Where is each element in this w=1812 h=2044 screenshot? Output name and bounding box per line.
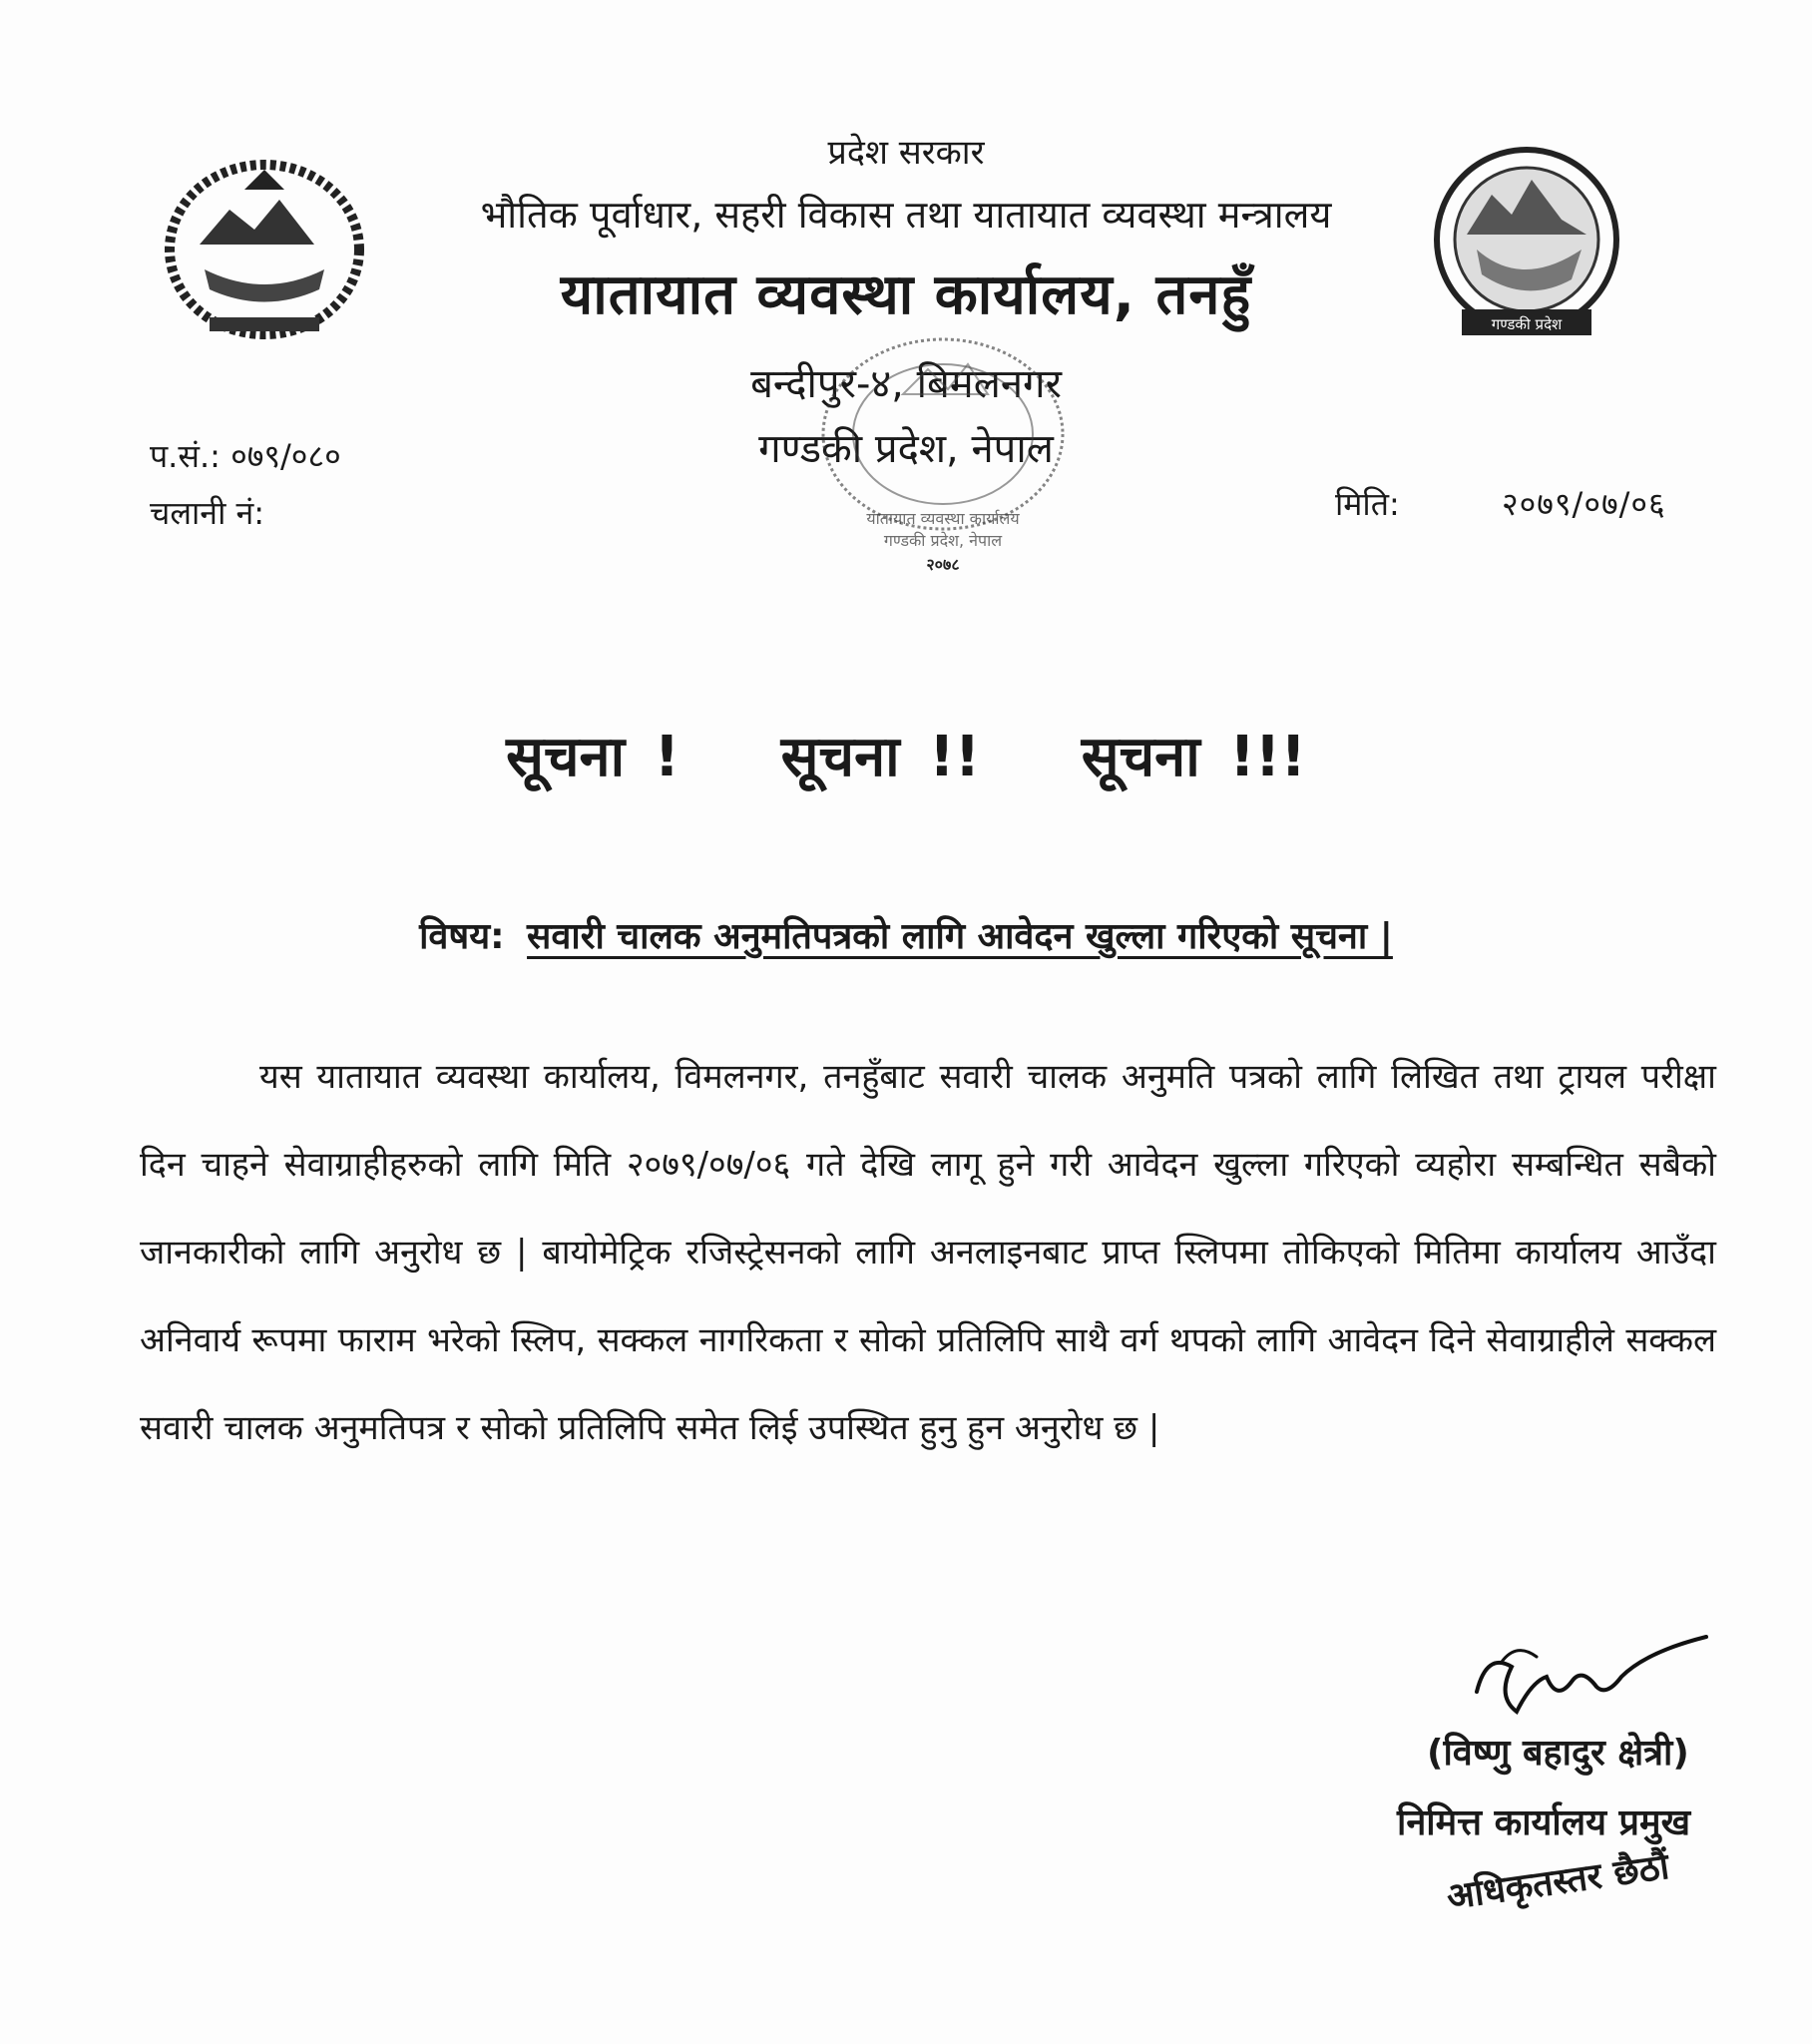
office-stamp-icon xyxy=(763,324,1123,584)
dispatch-number: चलानी नं: xyxy=(150,494,265,532)
reference-number: प.सं.: ०७९/०८० xyxy=(150,437,341,475)
notice-title-2: सूचना !! xyxy=(780,725,981,789)
signatory-name: (विष्णु बहादुर क्षेत्री) xyxy=(1427,1733,1689,1774)
address-line-2: गण्डकी प्रदेश, नेपाल xyxy=(758,426,1054,472)
stamp-text-1: यातायात व्यवस्था कार्यालय xyxy=(866,509,1020,528)
date-label: मिति: xyxy=(1335,485,1400,523)
notice-body: यस यातायात व्यवस्था कार्यालय, विमलनगर, तनहुँबाट सवारी चालक अनुमति पत्रको लागि लिखित तथा ट्रायल परीक्षा दिन चाहने सेवाग्राहीहरुको लागि मिति २०७९/०७/०६ गते देखि लागू हुने गरी आवेदन खुल्ला गरिएको व्यहोरा सम्बन्धित सबैको जानकारीको लागि अनुरोध छ | बायोमेट्रिक रजिस्ट्रेसनको लागि अनलाइनबाट प्राप्त स्लिपमा तोकिएको मितिमा कार्यालय आउँदा अनिवार्य रूपमा फाराम भरेको स्लिप, सक्कल नागरिकता र सोको प्रतिलिपि साथै वर्ग थपको लागि आवेदन दिने सेवाग्राहीले सक्कल सवारी चालक अनुमतिपत्र र सोको प्रतिलिपि समेत लिई उपस्थित हुनु हुन अनुरोध छ | xyxy=(140,1057,1716,1448)
signature-icon xyxy=(1457,1622,1716,1742)
notice-title xyxy=(0,717,1812,792)
subject-label: विषय: xyxy=(419,916,505,957)
address-line-1: बन्दीपुर-४, बिमलनगर xyxy=(750,361,1062,407)
date-value: २०७९/०७/०६ xyxy=(1502,485,1666,523)
government-heading: प्रदेश सरकार xyxy=(827,133,985,173)
signatory-title: निमित्त कार्यालय प्रमुख xyxy=(1397,1802,1691,1843)
ministry-heading: भौतिक पूर्वाधार, सहरी विकास तथा यातायात व्यवस्था मन्त्रालय xyxy=(480,193,1332,237)
notice-title-3: सूचना !!! xyxy=(1081,725,1306,789)
stamp-year: २०७८ xyxy=(926,555,960,574)
notice-title-1: सूचना ! xyxy=(506,725,680,789)
signatory-rank: अधिकृतस्तर छैठौं xyxy=(1444,1845,1672,1918)
subject-text: सवारी चालक अनुमतिपत्रको लागि आवेदन खुल्ला गरिएको सूचना | xyxy=(527,916,1393,957)
emblem-caption: गण्डकी प्रदेश xyxy=(1491,315,1563,333)
stamp-text-2: गण्डकी प्रदेश, नेपाल xyxy=(883,531,1003,550)
subject-line xyxy=(0,910,1812,959)
office-name: यातायात व्यवस्था कार्यालय, तनहुँ xyxy=(560,262,1252,327)
